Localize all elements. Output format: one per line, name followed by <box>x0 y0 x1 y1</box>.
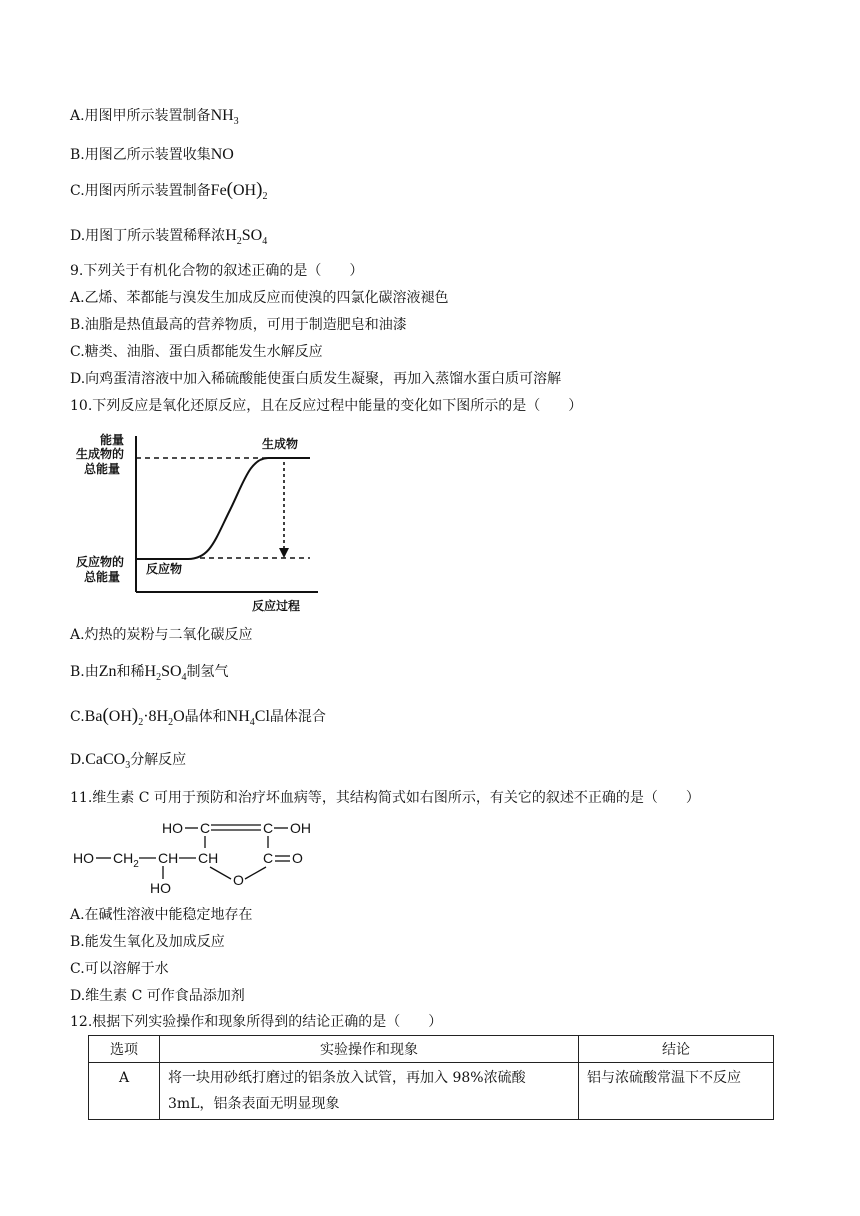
reactant-energy-label-line2: 总能量 <box>84 570 121 584</box>
product-energy-label-line1: 生成物的 <box>76 447 125 461</box>
energy-curve <box>136 458 310 559</box>
q8-option-d-formula: $H_2SO_4$ <box>225 227 268 247</box>
q8-option-a <box>70 106 239 126</box>
q10-option-c: $C.Ba(OH)_2\cdot 8H_2O$晶体和$NH_4Cl$晶体混合 <box>70 705 326 728</box>
struct-c-left: C <box>200 820 211 836</box>
q8-option-c-text: C.用图丙所示装置制备 <box>70 183 211 199</box>
table-cell-operation: 将一块用砂纸打磨过的铝条放入试管，再加入 98%浓硫酸 3mL，铝条表面无明显现象 <box>160 1063 579 1120</box>
struct-o-ring: O <box>233 872 244 888</box>
q10-stem: 10.下列反应是氧化还原反应，且在反应过程中能量的变化如下图所示的是（ ） <box>70 398 583 414</box>
table-header-conclusion: 结论 <box>579 1036 774 1063</box>
q9-option-b: B.油脂是热值最高的营养物质，可用于制造肥皂和油漆 <box>70 317 407 333</box>
q9-stem: 9.下列关于有机化合物的叙述正确的是（ ） <box>70 263 364 279</box>
struct-ho-top: HO <box>162 820 183 836</box>
q8-option-b <box>70 145 234 165</box>
q10-option-a: A.灼热的炭粉与二氧化碳反应 <box>70 627 253 643</box>
q11-option-a: A.在碱性溶液中能稳定地存在 <box>70 907 253 923</box>
q8-option-c-formula: $Fe(OH)_2$ <box>210 179 268 202</box>
table-header-row <box>89 1036 774 1063</box>
q10-option-b: B.由Zn和稀$H_2SO_4$制氢气 <box>70 663 229 683</box>
q10-option-c-formula-1: $Ba(OH)_2\cdot 8H_2O$ <box>84 705 185 728</box>
struct-ho-bottom: HO <box>150 880 171 896</box>
q11-stem: 11.维生素 C 可用于预防和治疗坏血病等，其结构简式如右图所示，有关它的叙述不正确的是（ ） <box>70 790 700 806</box>
q10-option-d-formula: CaCO$_3$ <box>85 751 131 771</box>
reaction-process-label: 反应过程 <box>252 599 301 613</box>
table-cell-option: A <box>89 1063 160 1120</box>
table-cell-conclusion: 铝与浓硫酸常温下不反应 <box>579 1063 774 1120</box>
q11-option-c: C.可以溶解于水 <box>70 961 169 977</box>
q8-option-b-text: B.用图乙所示装置收集 <box>70 147 211 163</box>
q9-option-d: D.向鸡蛋清溶液中加入稀硫酸能使蛋白质发生凝聚，再加入蒸馏水蛋白质可溶解 <box>70 371 562 387</box>
q11-option-b: B.能发生氧化及加成反应 <box>70 934 225 950</box>
energy-change-arrowhead <box>279 548 289 558</box>
q8-option-d-text: D.用图丁所示装置稀释浓 <box>70 228 226 244</box>
q10-option-d: D.CaCO$_3$分解反应 <box>70 751 187 771</box>
product-energy-label-line2: 总能量 <box>84 462 121 476</box>
struct-ch-ring: CH <box>198 850 219 866</box>
struct-ch2: $CH_2$ <box>113 850 139 870</box>
q8-option-a-text: A.用图甲所示装置制备 <box>70 108 211 124</box>
q10-option-c-formula-2: $NH_4Cl$ <box>226 708 270 728</box>
table-row <box>89 1063 774 1120</box>
q9-option-a: A.乙烯、苯都能与溴发生加成反应而使溴的四氯化碳溶液褪色 <box>70 290 449 306</box>
table-header-operation: 实验操作和现象 <box>160 1036 579 1063</box>
reactant-energy-label-line1: 反应物的 <box>76 555 125 569</box>
q8-option-c <box>70 180 267 201</box>
struct-c-carbonyl: C <box>263 850 274 866</box>
q8-option-b-formula: NO <box>210 146 234 163</box>
struct-oh-right: OH <box>290 820 311 836</box>
q10-option-b-formula: $H_2SO_4$ <box>144 663 187 683</box>
struct-c-right: C <box>263 820 274 836</box>
q8-option-a-formula: $NH_3$ <box>210 107 239 127</box>
q11-option-d: D.维生素 C 可作食品添加剂 <box>70 988 245 1004</box>
energy-diagram <box>70 422 330 617</box>
struct-ho-chain: HO <box>73 850 94 866</box>
table-header-option: 选项 <box>89 1036 160 1063</box>
vitamin-c-structure <box>70 815 340 900</box>
q12-stem: 12.根据下列实验操作和现象所得到的结论正确的是（ ） <box>70 1014 443 1030</box>
struct-o-carbonyl: O <box>292 850 303 866</box>
experiment-table <box>88 1035 774 1120</box>
q9-option-c: C.糖类、油脂、蛋白质都能发生水解反应 <box>70 344 323 360</box>
energy-axis-label: 能量 <box>100 433 125 447</box>
reactant-label: 反应物 <box>146 562 183 576</box>
q8-option-d <box>70 226 267 246</box>
struct-ch1: CH <box>158 850 179 866</box>
product-label: 生成物 <box>262 437 299 451</box>
